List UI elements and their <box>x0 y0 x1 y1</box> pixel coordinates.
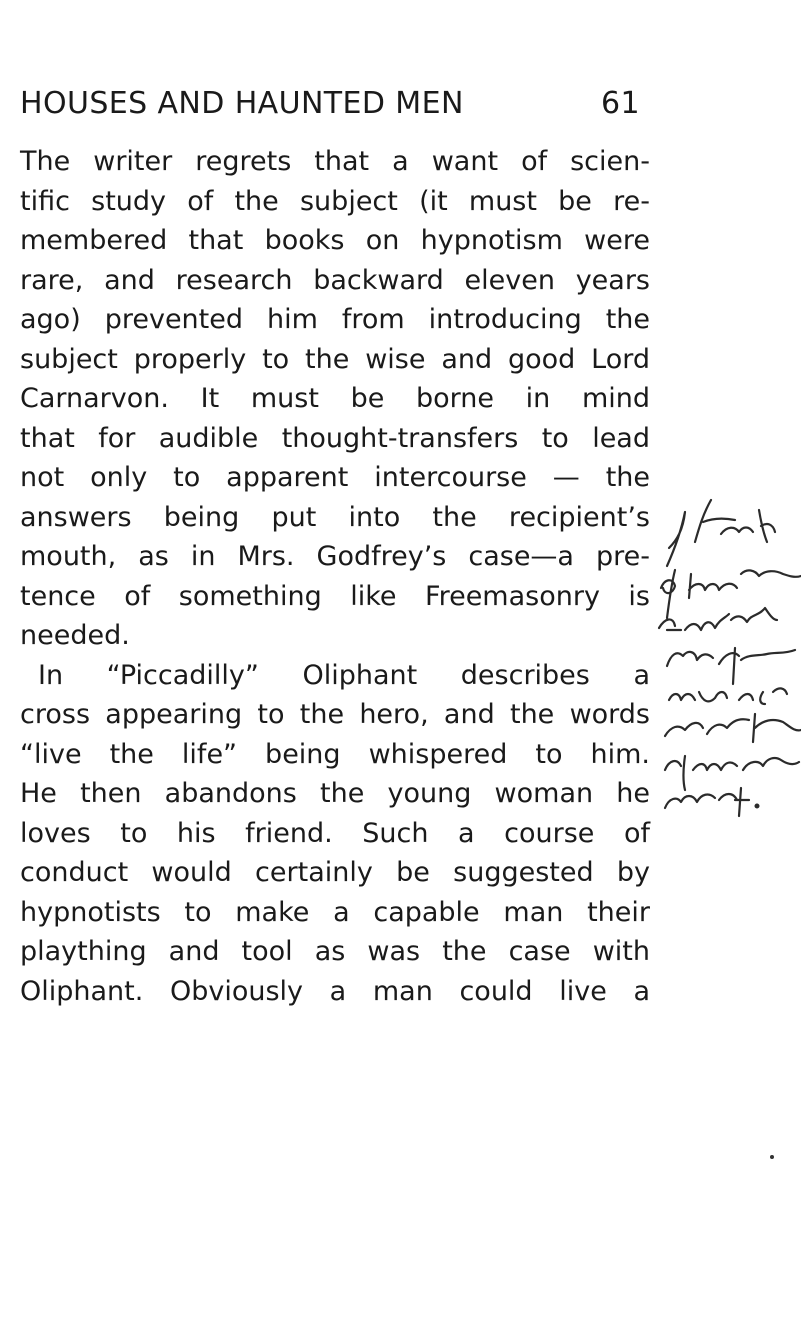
text-line: rare, and research backward eleven years <box>20 264 650 296</box>
text-line: conduct would certainly be suggested by <box>20 857 650 888</box>
text-line: plaything and tool as was the case with <box>20 936 650 967</box>
text-line: Oliphant. Obviously a man could live a <box>20 975 650 1007</box>
text-line: hypnotists to make a capable man their <box>20 896 650 928</box>
text-line: Carnarvon. It must be borne in mind <box>20 383 650 414</box>
handwritten-annotation-icon <box>655 470 801 850</box>
text-line: mouth, as in Mrs. Godfrey’s case—a pre- <box>20 541 650 572</box>
text-line: The writer regrets that a want of scien- <box>20 146 650 177</box>
text-line: tific study of the subject (it must be re- <box>20 185 650 217</box>
body-text <box>20 142 650 1011</box>
text-line: “live the life” being whispered to him. <box>20 738 650 770</box>
text-line: that for audible thought-transfers to lead <box>20 422 650 454</box>
text-line: subject properly to the wise and good Lord <box>20 343 650 375</box>
text-line: ago) prevented him from introducing the <box>20 304 650 335</box>
text-line: In “Piccadilly” Oliphant describes a <box>38 659 650 691</box>
text-line: He then abandons the young woman he <box>20 778 650 809</box>
text-line: loves to his friend. Such a course of <box>20 817 650 849</box>
running-head <box>20 84 640 124</box>
text-line: answers being put into the recipient’s <box>20 501 650 533</box>
text-line: not only to apparent intercourse — the <box>20 462 650 493</box>
text-line: membered that books on hypnotism were <box>20 225 650 256</box>
stray-mark <box>770 1155 774 1159</box>
text-line: needed. <box>20 620 130 651</box>
text-line: cross appearing to the hero, and the words <box>20 699 650 730</box>
page-number: 61 <box>601 86 640 121</box>
text-line: tence of something like Freemasonry is <box>20 580 650 612</box>
running-title: HOUSES AND HAUNTED MEN <box>20 86 464 121</box>
